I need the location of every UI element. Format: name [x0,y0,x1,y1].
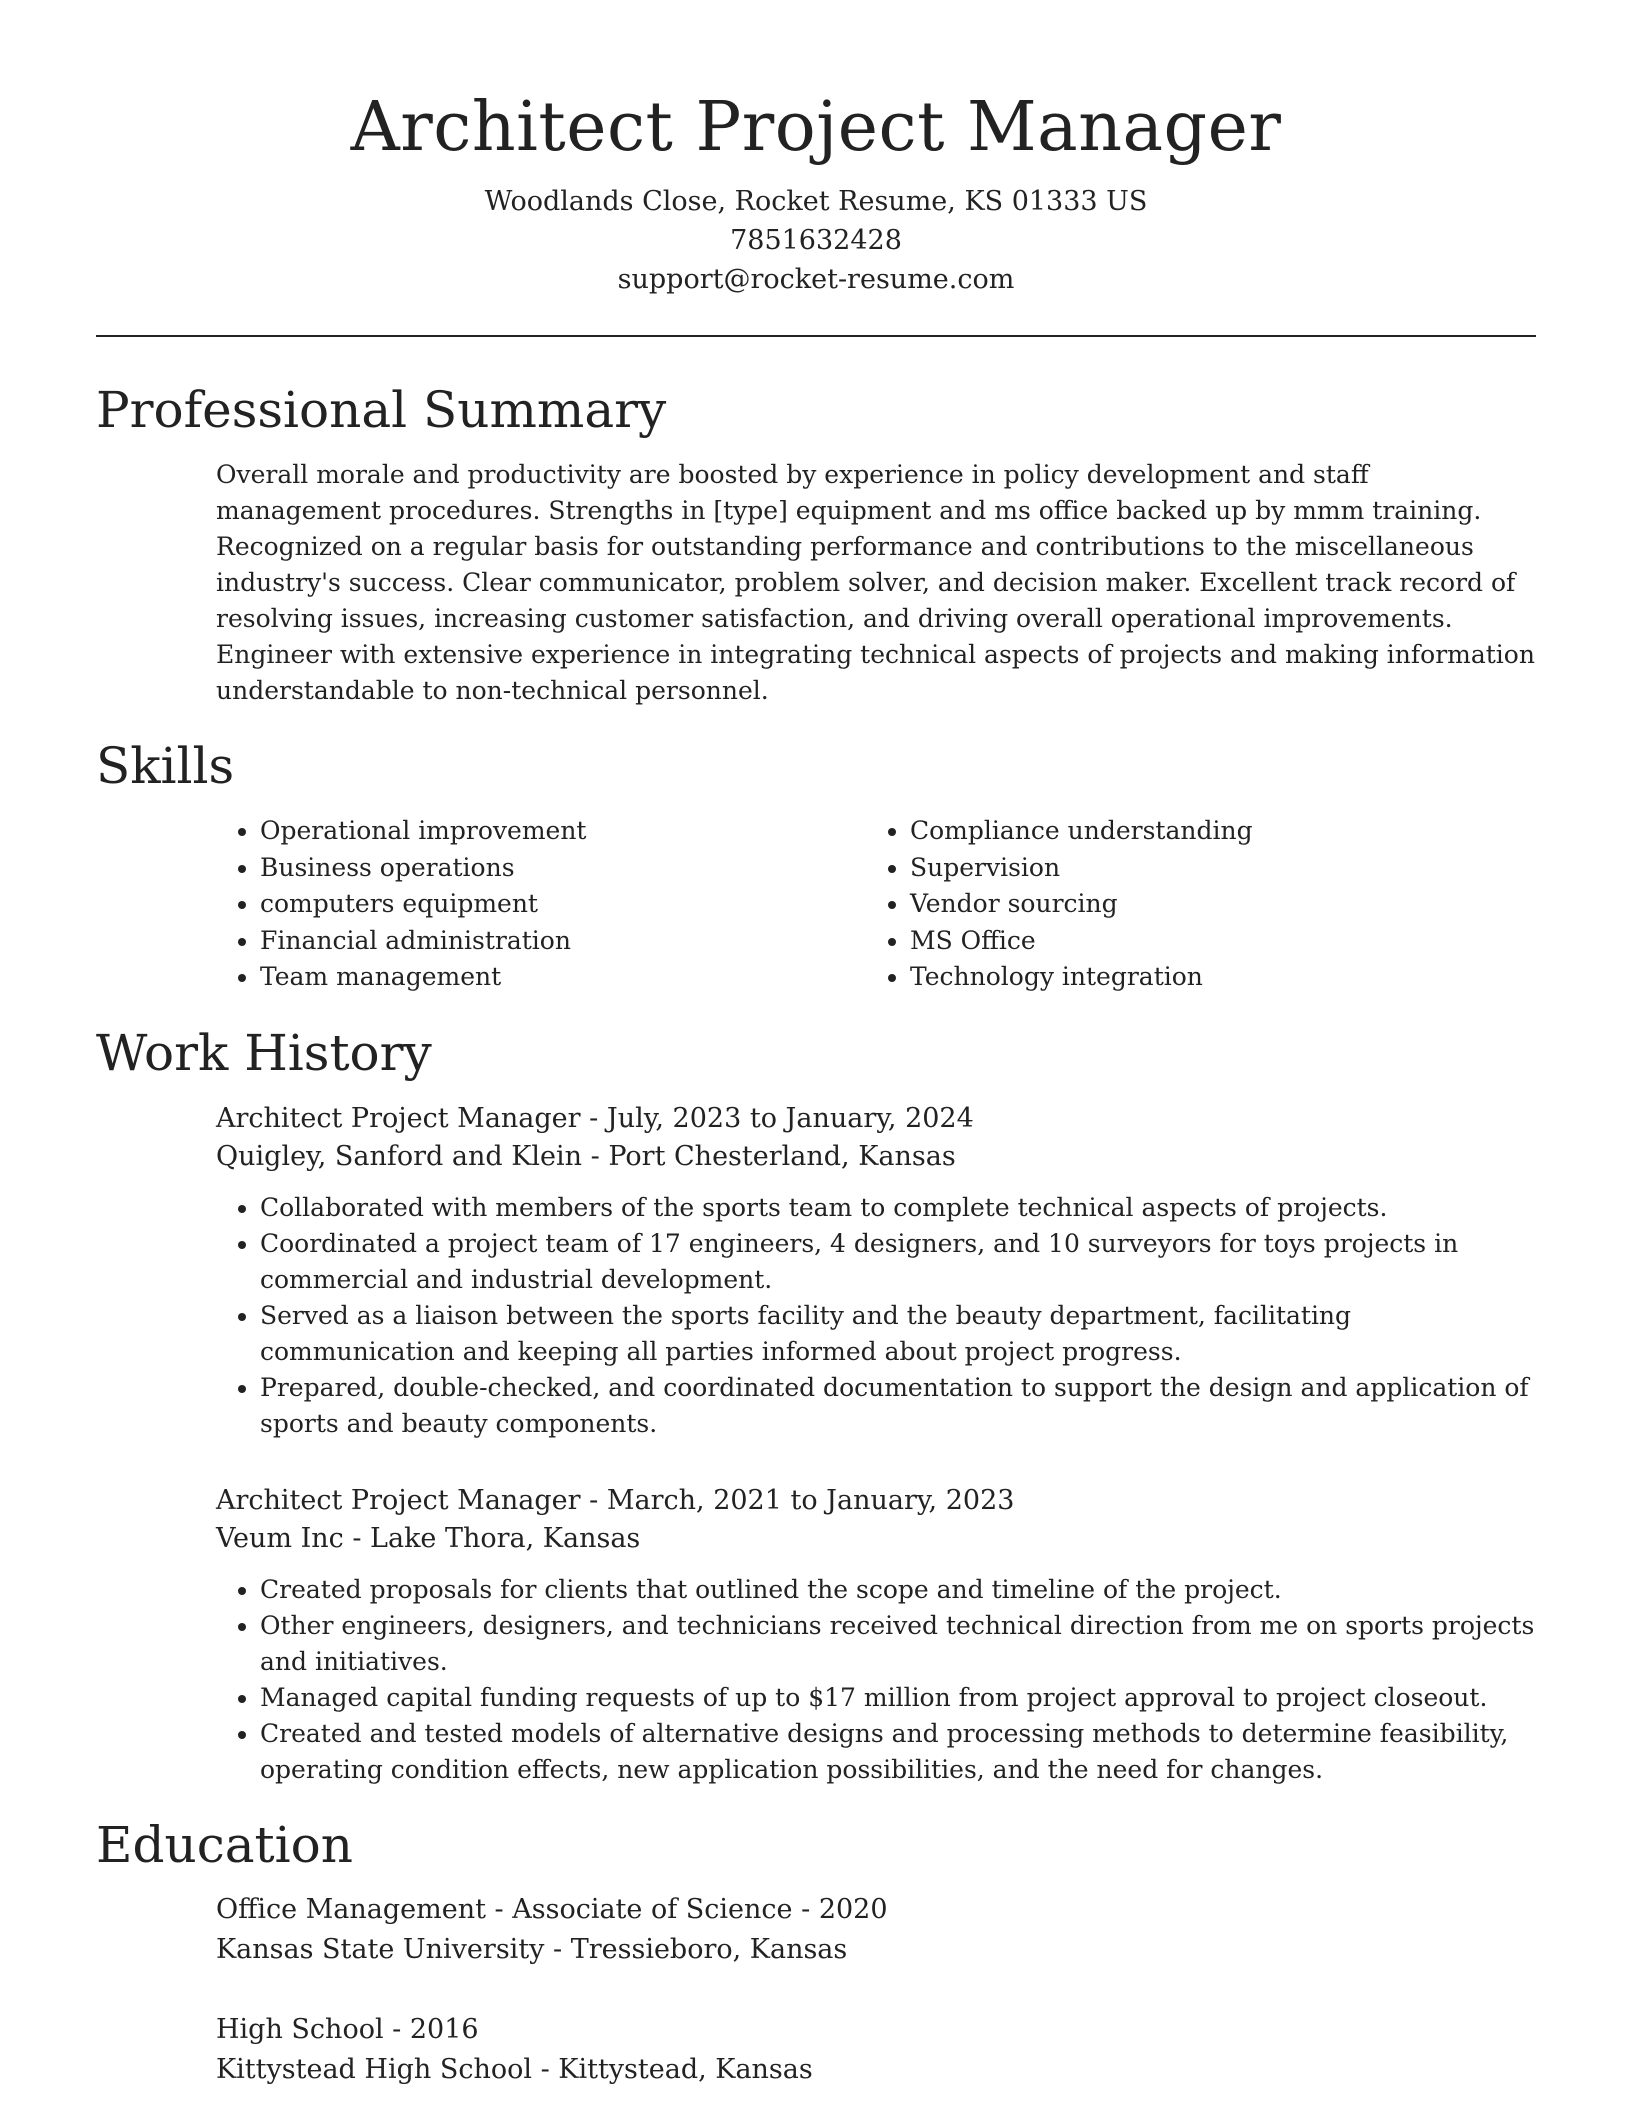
job-company: Quigley, Sanford and Klein [216,1140,583,1172]
job-bullet: • Managed capital funding requests of up to $17 million from project approval to project closeout. [260,1680,1536,1716]
resume-header [96,0,1536,299]
education-school: Kansas State University [216,1933,545,1965]
resume-page [96,0,1536,2090]
education-school-line [216,2050,1536,2090]
education-heading: Education [96,1815,353,1874]
contact-email: support@rocket-resume.com [617,264,1015,295]
job-location: - Port Chesterland, Kansas [582,1140,956,1172]
job-dates: - July, 2023 to January, 2024 [580,1102,974,1134]
summary-text: Overall morale and productivity are boosted by experience in policy development and staff management procedures. Strengths in [type] equipment and ms office backed up by mmm training. Recognized on a regular basis for outstanding performance and contributions to the miscellaneous industry's success. Clear communicator, problem solver, and decision maker. Excellent track record of resolving issues, increasing customer satisfaction, and driving overall operational improvements. Engineer with extensive experience in integrating technical aspects of projects and making information understandable to non-technical personnel. [216,460,1535,705]
skill-item: • Compliance understanding [910,813,1410,850]
education-entry [96,1890,1536,1970]
skill-item: • Operational improvement [260,813,746,850]
education-degree: Office Management - Associate of Science [216,1893,793,1925]
skills-column-left [96,813,746,996]
job-entry [96,1100,1536,1442]
skills-column-right [746,813,1410,996]
summary-heading: Professional Summary [96,381,667,439]
education-section [96,1812,1536,2090]
header-divider [96,335,1536,337]
education-degree: High School [216,2013,384,2045]
job-role: Architect Project Manager [216,1102,581,1134]
contact-address: Woodlands Close, Rocket Resume, KS 01333 US [484,186,1148,217]
job-bullet: • Collaborated with members of the sports team to complete technical aspects of projects. [260,1190,1536,1226]
job-bullet: • Created and tested models of alternative designs and processing methods to determine feasibility, operating condition effects, new application possibilities, and the need for changes. [260,1716,1536,1788]
skill-item: • Technology integration [910,959,1410,996]
education-location: - Kittystead, Kansas [532,2053,813,2085]
skills-grid [96,813,1536,996]
job-company-line [216,1138,1536,1176]
job-bullet: • Created proposals for clients that outlined the scope and timeline of the project. [260,1572,1536,1608]
job-company: Veum Inc [216,1522,344,1554]
skill-item: • Financial administration [260,923,746,960]
job-location: - Lake Thora, Kansas [343,1522,641,1554]
job-role: Architect Project Manager [216,1484,581,1516]
candidate-name: Architect Project Manager [350,88,1282,167]
education-school: Kittystead High School [216,2053,532,2085]
job-bullets [96,1190,1536,1442]
skills-section [96,733,1536,996]
education-location: - Tressieboro, Kansas [544,1933,848,1965]
contact-phone: 7851632428 [730,225,902,256]
summary-section [96,377,1536,709]
skill-item: • computers equipment [260,886,746,923]
skill-item: • MS Office [910,923,1410,960]
job-bullet: • Other engineers, designers, and technicians received technical direction from me on sports projects and initiatives. [260,1608,1536,1680]
skill-item: • Team management [260,959,746,996]
education-degree-line [216,2010,1536,2050]
work-history-heading: Work History [96,1023,432,1082]
skill-item: • Business operations [260,850,746,887]
education-school-line [216,1930,1536,1970]
education-degree-line [216,1890,1536,1930]
education-entry [96,2010,1536,2090]
skill-item: • Supervision [910,850,1410,887]
job-bullet: • Coordinated a project team of 17 engineers, 4 designers, and 10 surveyors for toys projects in commercial and industrial development. [260,1226,1536,1298]
education-year: - 2020 [792,1893,888,1925]
job-dates: - March, 2021 to January, 2023 [580,1484,1015,1516]
job-title-line [216,1482,1536,1520]
skills-heading: Skills [96,737,235,795]
job-bullets [96,1572,1536,1788]
contact-block [96,182,1536,299]
job-entry [96,1482,1536,1788]
job-bullet: • Served as a liaison between the sports facility and the beauty department, facilitating communication and keeping all parties informed about project progress. [260,1298,1536,1370]
job-bullet: • Prepared, double-checked, and coordinated documentation to support the design and application of sports and beauty components. [260,1370,1536,1442]
skill-item: • Vendor sourcing [910,886,1410,923]
work-history-section [96,1020,1536,1788]
education-year: - 2016 [383,2013,479,2045]
job-company-line [216,1520,1536,1558]
job-title-line [216,1100,1536,1138]
